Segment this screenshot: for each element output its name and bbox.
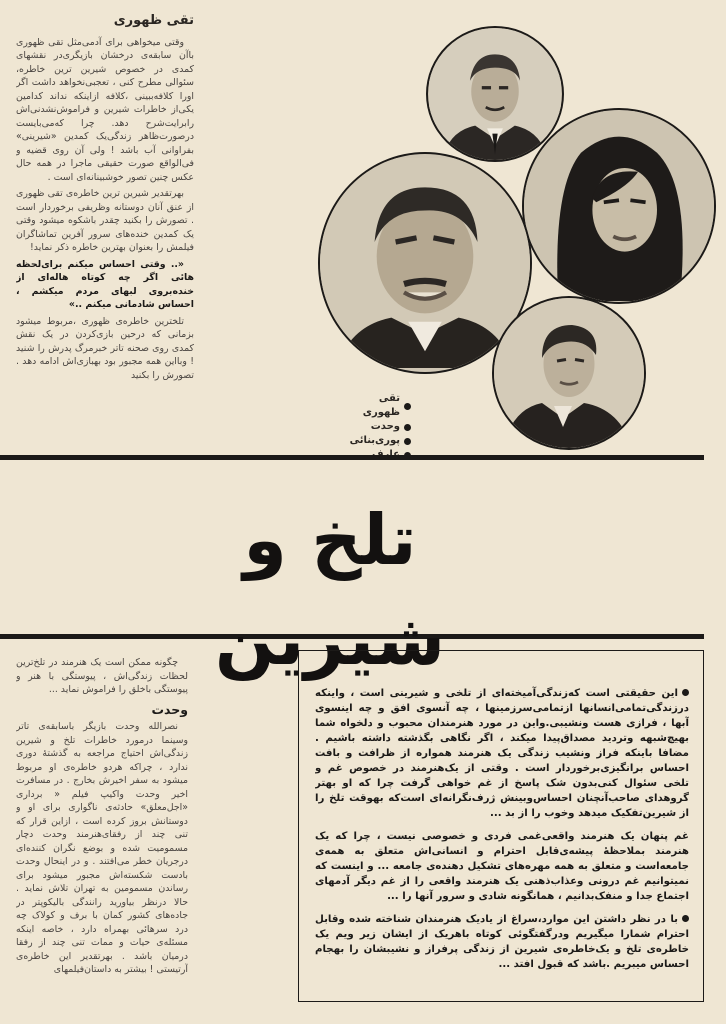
portrait-woman	[522, 108, 716, 304]
photo-caption-list	[349, 392, 411, 462]
sidebar-paragraph: نصرالله وحدت بازیگر باسابقه‌ی تاتر وسینما درمورد خاطرات تلخ و شیرین زندگی‌اش احتیاج مراجعه به گذشتهٔ دوری ندارد ، چراکه هردو خاطره‌ی او مربوط میشود به سفر اخیرش بخارج . در مسافرت اخیر وحدت واکیپ فیلم « برداری «اجل‌معلق» حادثه‌ی ناگواری برای او و دوستانش بروز کرده است ، ازاین قرار که تنی چند از رفقای‌هنرمند وحدت دچار مسمومیت شده و بوضع نگران کننده‌ای درجریان خطر می‌افتند . و در اینحال وحدت بادست شکسته‌اش مجبور میشود برای رساندن مسمومین به تهران تلاش نماید . حالا درنظر بیاورید رانندگی بالیکوپتر در جاده‌های کشور کمان با برف و کولاک چه درد سرهائی بهمراه دارد ، خاصه اینکه مسئله‌ی حیات و ممات تنی چند از رفقا درمیان باشد . بهرتقدیر این خاطره‌ی آرتیستی ! بیشتر به داستان‌فیلمهای	[16, 721, 188, 975]
sidebar-paragraph: بهرتقدیر شیرین ترین خاطره‌ی تقی ظهوری از عنق آنان دوستانه وظریفی برخوردار است . تصورش را بکنید چقدر باشکوه میشود وقتی یک کمدین خنده‌های سرور آفرین تماشاگران فیلمش را بعنوان بهترین خاطره ذکر نماید!	[16, 188, 194, 253]
intro-box-text	[315, 686, 689, 991]
sidebar-intro: چگونه ممکن است یک هنرمند در تلخ‌ترین لحظات زندگی‌اش ، پیوستگی با هنر و پیوستگی باخلق را فراموش نماید ...	[16, 657, 188, 695]
main-title: تلخ و شیرین	[214, 499, 446, 681]
bullet-icon	[682, 915, 689, 922]
portrait-illustration	[524, 110, 714, 302]
portrait-illustration	[428, 28, 562, 160]
sidebar-heading-zohouri: تقی ظهوری	[113, 14, 194, 28]
bullet-icon	[404, 403, 411, 410]
caption-item: پوری‌بنائی	[356, 434, 411, 448]
bullet-icon	[404, 424, 411, 431]
intro-box	[298, 650, 704, 1002]
caption-item: تقی ظهوری	[356, 392, 411, 420]
intro-paragraph: با در نظر داشتن این موارد،سراغ از یاد‌یک هنرمندان شناخته شده وقابل احترام شمارا میگیریم ودرگفتگوئی کوتاه باهریک از ایشان زیر ویم یک خاطره‌ی تلخ و یک‌خاطره‌ی شیرین از زندگی پرفراز و نشیبشان را بهجام احساس میبریم .باشد که قبول افتد ...	[315, 914, 689, 970]
sidebar-quote: «.. وقتی احساس میکنم برای‌لحظه هائی اگر چه کوتاه هاله‌ای از خنده‌بروی لبهای مردم میکشم ، احساس شادمانی میکنم ..»	[16, 258, 194, 310]
caption-item: وحدت	[356, 420, 411, 434]
bullet-icon	[404, 438, 411, 445]
bullet-icon	[682, 689, 689, 696]
intro-paragraph: این حقیقتی است که‌زندگی‌آمیخته‌ای از تلخی و شیرینی است ، واینکه درزندگی‌تمامی‌انسانها ازتمامی‌سرزمینها ، چه آنسوی افق و چه اینسوی آبها ، فرازی هست ونشیبی.واین در مورد هنرمندان محبوب و دلخواه شما بهیچ‌شبهه وتردید مصداق‌پیدا میکند ، اگر نگاهی بگذشته داشته باشیم . مضافا باینکه فراز ونشیب زندگی یک هنرمند همواره از ظرافت و بافت احساس برانگیزی‌برخوردار است . وقتی از یک‌هنرمند در خصوص غم و تلخی سئوال کنی‌بدون شک پاسخ از غم خواهی گرفت چرا که او بهتر گروهدای صاحب‌آنچنان احساس‌وبینش ژرف‌نگرانه‌ای است‌که بهوقت تلخ را از شیرین‌تفکیک میدهد وخوب را از بد ...	[315, 688, 689, 819]
sidebar-heading-vahdat: وحدت	[151, 701, 188, 717]
portrait-young-man	[492, 296, 646, 450]
sidebar-paragraph: وقتی میخواهی برای آدمی‌مثل تقی ظهوری باآن سابقه‌ی درخشان بازیگری‌در نقشهای کمدی در خصوص شیرین ترین خاطره، سئوالی مطرح کنی ، تعجبی‌نخواهد داشت اگر اورا کلافه‌ببینی ،کلافه ازاینکه نداند کدامین یکی‌از خاطرات شیرین و فراموش‌نشدنی‌اش رابرایت‌شرح دهد. چرا که‌می‌بایست درصورت‌ظاهر زندگی‌یک کمدین «شیرینی» بفراوانی آب باشد ! ولی آن روی قضیه و فی‌الواقع صورت حقیقی ماجرا در همه حال عکس چنین تصور خوشبینانه‌ای است .	[16, 36, 194, 183]
intro-paragraph: غم پنهان یک هنرمند واقعی‌غمی فردی و خصوصی نیست ، چرا که یک هنرمند بملاحظهٔ پیشه‌ی‌قابل احترام و انسانی‌اش متعلق به همه‌ی جامعه‌است و متعلق به همه مهره‌های تشکیل دهنده‌ی جامعه ... و اینست که نمیتوانیم غم درونی وعذاب‌ذهنی یک هنرمند واقعی را از غم دیگر آدمهای اجتماع جدا و منفک‌بدانیم ، همانگونه شادی و سرور آنها را ...	[315, 831, 689, 902]
portrait-illustration	[494, 298, 644, 448]
top-sidebar-article	[16, 14, 194, 439]
portrait-man-mustache	[426, 26, 564, 162]
bottom-sidebar-article	[16, 656, 188, 1011]
top-divider-rule	[0, 455, 704, 460]
sidebar-paragraph: تلخترین خاطره‌ی ظهوری ،مربوط میشود بزمانی که درحین بازی‌کردن در یک نقش کمدی روی صحنه تاتر خبرمرگ پدرش را شنید ! وبااین همه مجبور بود بهبازی‌اش ادامه دهد . تصورش را بکنید	[16, 315, 194, 381]
